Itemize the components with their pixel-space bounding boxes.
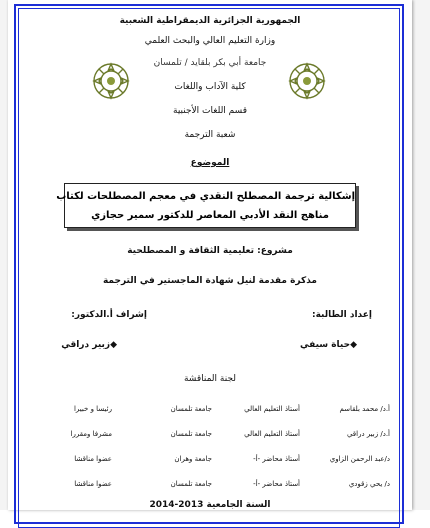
republic-heading: الجمهورية الجزائرية الديمقراطية الشعبية bbox=[119, 16, 301, 26]
faculty-heading: كلية الآداب واللغات bbox=[174, 82, 246, 92]
member-role: عضوا مناقشا bbox=[74, 455, 112, 463]
university-emblem-right-icon bbox=[286, 60, 328, 102]
title-box bbox=[56, 183, 356, 228]
supervisor-label: إشراف أ.الدكتور: bbox=[71, 310, 147, 320]
department-heading: قسم اللغات الأجنبية bbox=[173, 106, 247, 116]
member-name: د/ يحي زقودي bbox=[348, 480, 390, 488]
topic-label: الموضوع bbox=[190, 158, 230, 168]
member-rank: أستاذ محاضر -أ- bbox=[253, 480, 300, 488]
student-name: ◆حياة سيفي bbox=[299, 340, 357, 350]
member-name: د/عبد الرحمن الزاوي bbox=[329, 455, 390, 463]
member-name: أ.د/ زبير دراقي bbox=[346, 430, 390, 438]
committee-title: لجنة المناقشة bbox=[183, 374, 236, 384]
member-rank: أستاذ محاضر -أ- bbox=[253, 455, 300, 463]
branch-heading: شعبة الترجمة bbox=[184, 130, 236, 140]
member-role: مشرفا ومقررا bbox=[70, 430, 112, 438]
member-role: رئيسا و خبيرا bbox=[73, 405, 112, 413]
member-role: عضوا مناقشا bbox=[74, 480, 112, 488]
university-heading: جامعة أبي بكر بلقايد / تلمسان bbox=[153, 58, 267, 68]
member-university: جامعة تلمسان bbox=[170, 405, 212, 413]
thesis-line: مذكرة مقدمة لنيل شهادة الماجستير في الترجمة bbox=[102, 276, 318, 286]
project-line: مشروع: تعليمية الثقافة و المصطلحية bbox=[127, 246, 293, 256]
ministry-heading: وزارة التعليم العالي والبحث العلمي bbox=[144, 36, 276, 46]
supervisor-name: ◆زبير دراقي bbox=[61, 340, 117, 350]
member-university: جامعة تلمسان bbox=[170, 480, 212, 488]
member-name: أ.د/ محمد بلقاسم bbox=[339, 405, 390, 413]
member-rank: أستاذ التعليم العالي bbox=[244, 430, 300, 438]
university-emblem-left-icon bbox=[90, 60, 132, 102]
academic-year: السنة الجامعية 2013-2014 bbox=[149, 500, 271, 510]
student-label: إعداد الطالبة: bbox=[312, 310, 372, 320]
member-university: جامعة تلمسان bbox=[170, 430, 212, 438]
document-page bbox=[8, 0, 412, 510]
member-university: جامعة وهران bbox=[174, 455, 212, 463]
member-rank: أستاذ التعليم العالي bbox=[244, 405, 300, 413]
title-line-2: مناهج النقد الأدبي المعاصر للدكتور سمير حجازي bbox=[91, 210, 329, 221]
title-line-1: إشكالية ترجمة المصطلح النقدي في معجم المصطلحات لكتاب bbox=[56, 191, 355, 202]
